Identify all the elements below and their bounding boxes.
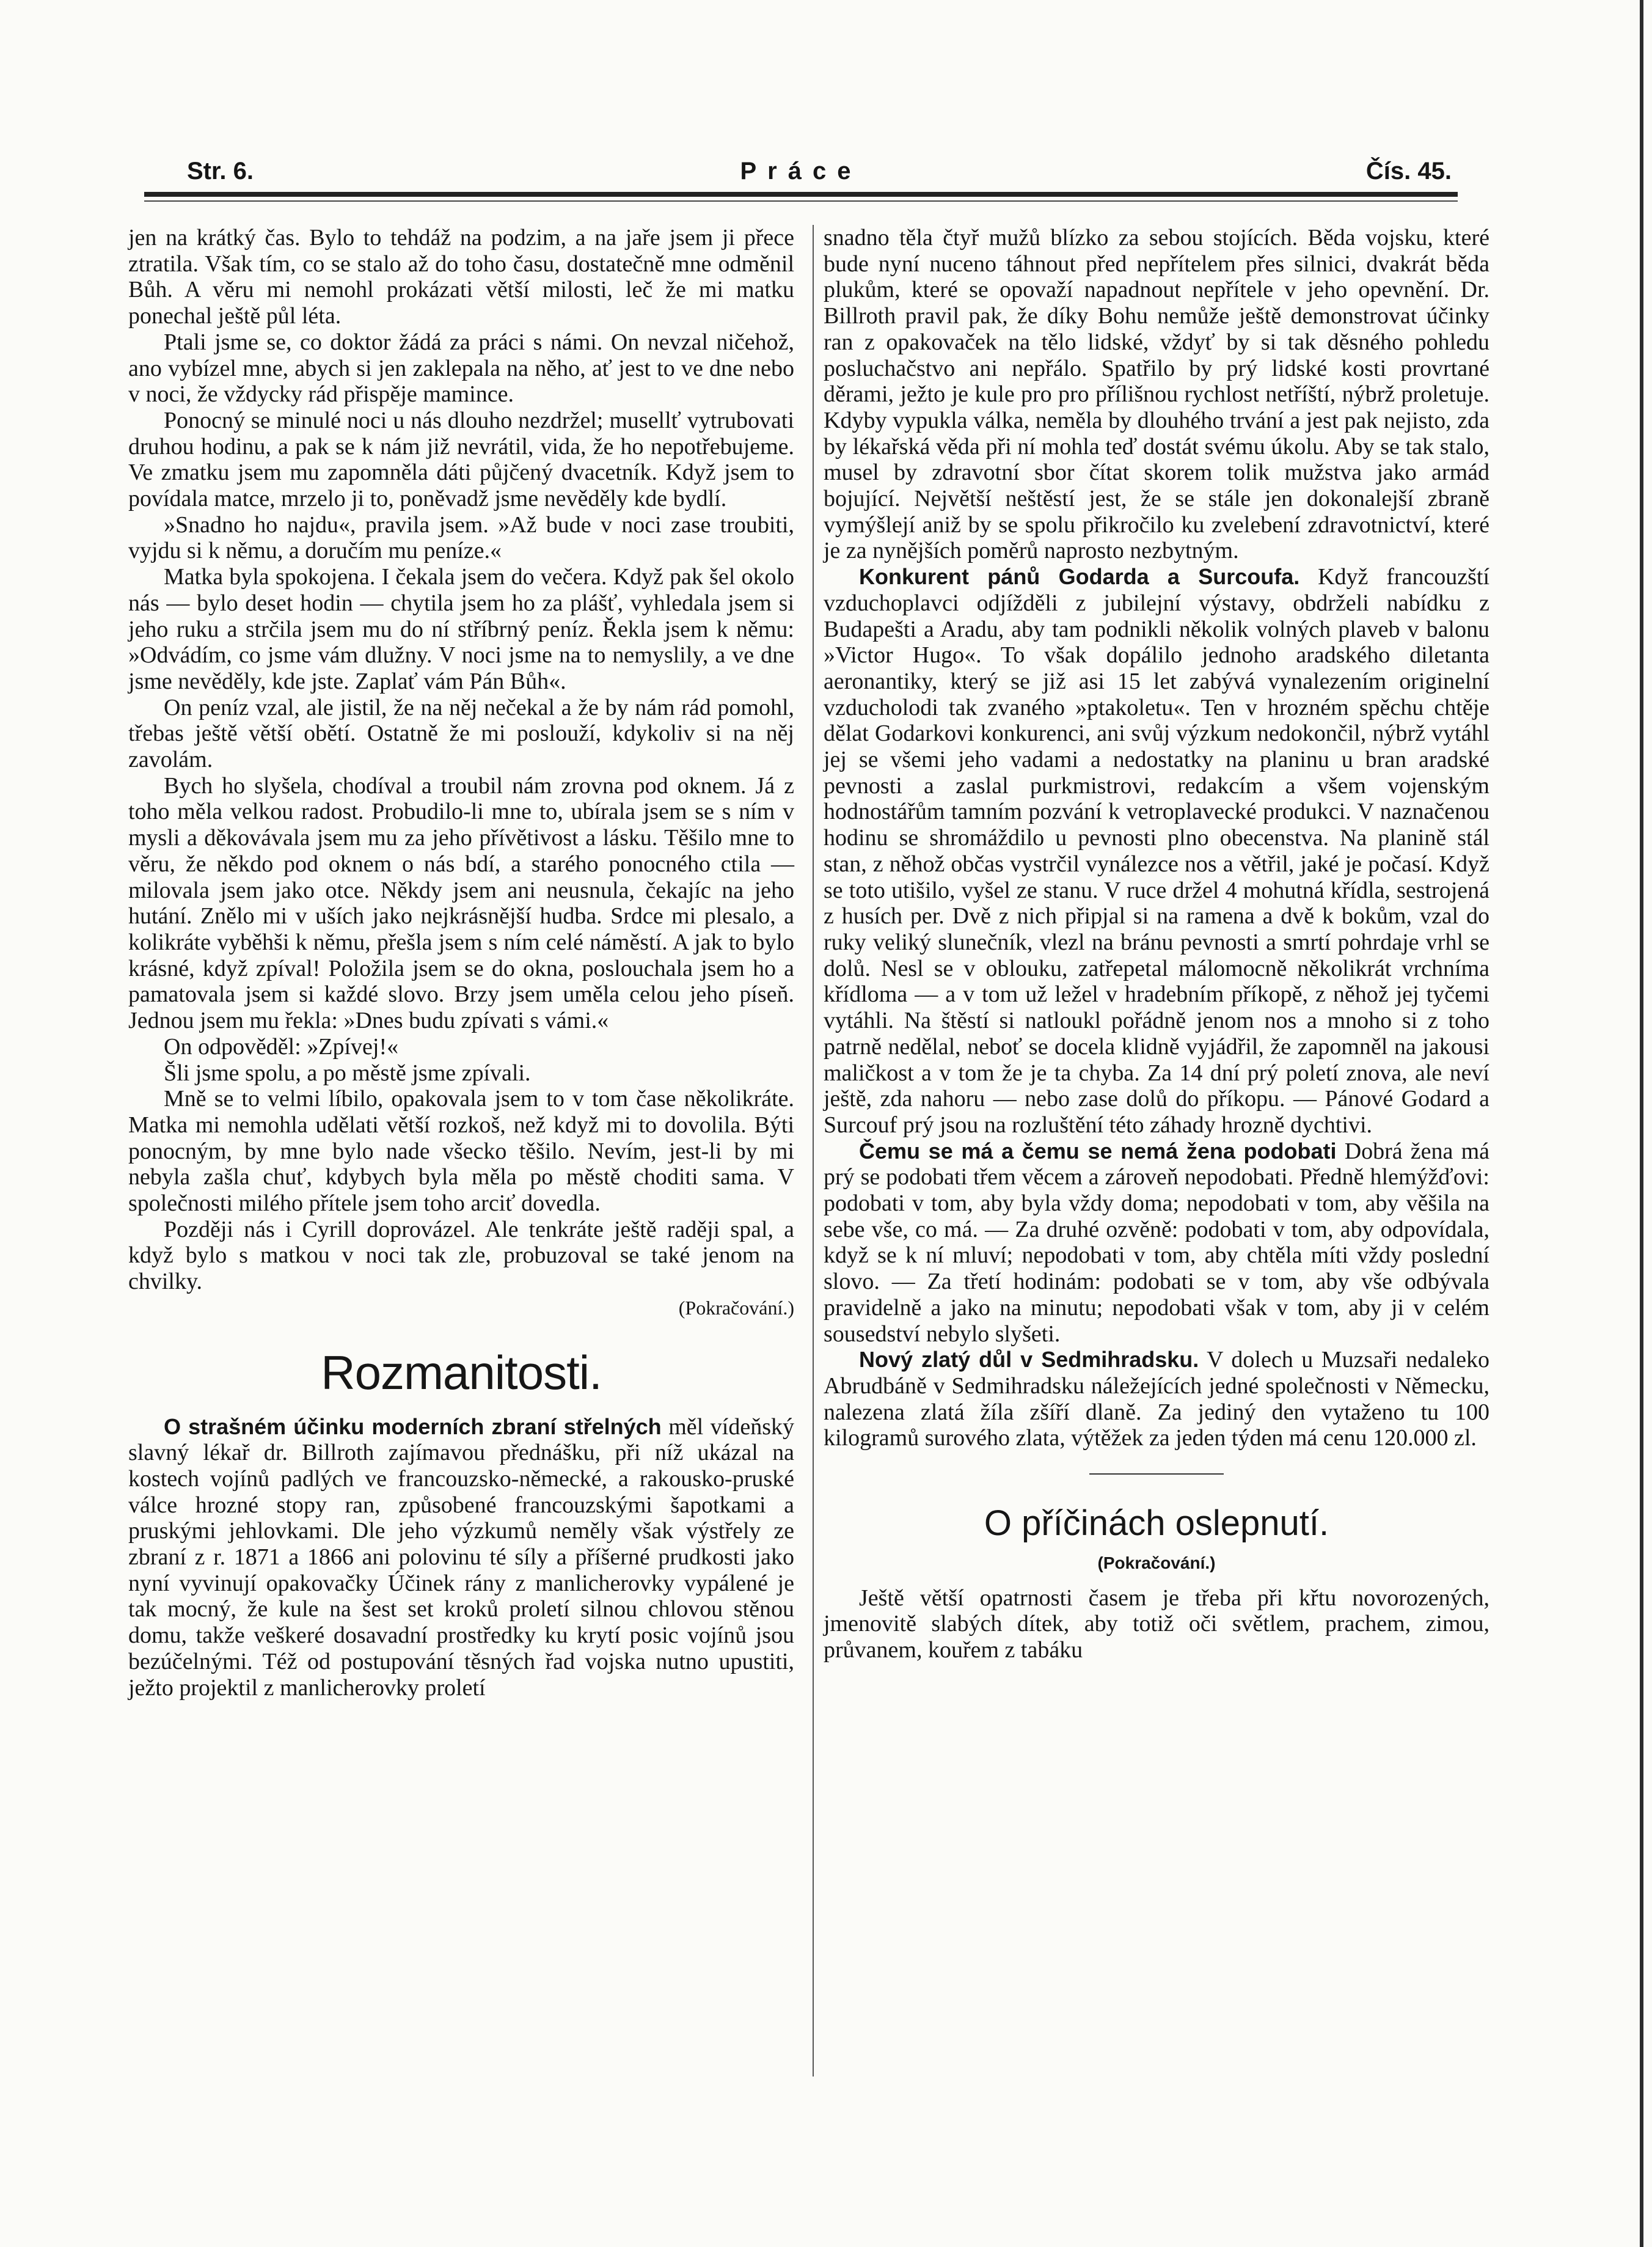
story-paragraph: Matka byla spokojena. I čekala jsem do večera. Když pak šel okolo nás — bylo deset hodin — chytila jsem ho za plášť, vyhledala jsem si jeho ruku a strčila jsem mu do ní stříbrný peníz. Řekla jsem k němu: »Odvádím, co jsme vám dlužny. V noci jsme na to nemyslily, a ve dne jsme nevěděly, kde jste. Zaplať vám Pán Bůh«. [128, 564, 794, 694]
article-continued-note: (Pokračování.) [1097, 1553, 1216, 1573]
story-paragraph: On peníz vzal, ale jistil, že na něj nečekal a že by nám rád pomohl, třebas ještě větší obětí. Ostatně že mi poslouží, kdykoliv si na něj zavolám. [128, 694, 794, 773]
news-item-lead: O strašném účinku moderních zbraní střelných [164, 1413, 662, 1439]
story-paragraph: »Snadno ho najdu«, pravila jsem. »Až bude v noci zase troubiti, vyjdu si k němu, a doručím mu peníze.« [128, 511, 794, 564]
issue-number: Čís. 45. [1365, 158, 1452, 185]
story-paragraph: Ptali jsme se, co doktor žádá za práci s námi. On nevzal ničehož, ano vybízel mne, abych si jen zaklepala na něho, ať jest to ve dne nebo v noci, že vždycky rád přispěje mamince. [128, 329, 794, 408]
article-paragraph: Ještě větší opatrnosti časem je třeba při křtu novorozených, jmenovitě slabých dítek, aby totiž oči světlem, prachem, zimou, průvanem, kouřem z tabáku [824, 1585, 1489, 1663]
story-paragraph: Šli jsme spolu, a po městě jsme zpívali. [164, 1060, 531, 1086]
separator [1089, 1473, 1224, 1475]
news-item-lead: Nový zlatý důl v Sedmihradsku. [859, 1347, 1199, 1373]
story-paragraph: On odpověděl: »Zpívej!« [164, 1033, 399, 1060]
story-paragraph: Ponocný se minulé noci u nás dlouho nezdržel; musellť vytrubovati druhou hodinu, a pak se k nám již nevrátil, vida, že ho nepotřebujeme. Ve zmatku jsem mu zapomněla dáti půjčený dvacetník. Když jsem to povídala matce, mrzelo ji to, poněvadž jsme nevěděly kde bydlí. [128, 407, 794, 512]
continued-note: (Pokračování.) [678, 1296, 794, 1319]
page-number: Str. 6. [187, 158, 254, 185]
page-header [144, 152, 1458, 194]
story-paragraph: Bych ho slyšela, chodíval a troubil nám zrovna pod oknem. Já z toho měla velkou radost. Probudilo-li mne to, ubírala jsem se s ním v mysli a děkovávala jsem mu za jeho přívětivost a lásku. Těšilo mne to věru, že někdo pod oknem o nás bdí, a starého ponocného ctila — milovala jsem jako otce. Někdy jsem ani neusnula, čekajíc na jeho hutání. Znělo mi v uších jako nejkrásnější hudba. Srdce mi plesalo, a kolikráte vyběhši k němu, přešla jsem s ním celé náměstí. A jak to bylo krásné, když zpíval! Položila jsem se do okna, poslouchala jsem ho a pamatovala jsem si každé slovo. Brzy jsem uměla celou jeho píseň. Jednou jsem mu řekla: »Dnes budu zpívati s vámi.« [128, 772, 794, 1034]
news-item [824, 1347, 1489, 1451]
news-item [128, 1414, 794, 1701]
news-item-lead: Čemu se má a čemu se nemá žena podobati [859, 1138, 1337, 1164]
page-edge [1640, 0, 1643, 2247]
section-title: Rozmanitosti. [321, 1345, 602, 1399]
header-rule-thin [144, 200, 1458, 202]
news-item-text: měl vídeňský slavný lékař dr. Billroth zajímavou přednášku, při níž ukázal na kostech vojínů padlých ve francouzsko-německé, a rakousko-pruské válce hrozné stopy ran, způsobené francouzskými šapotkami a pruskými jehlovkami. Dle jeho výzkumů neměly však výstřely ze zbraní z r. 1871 a 1866 ani polovinu té síly a příšerné prudkosti jako nyní vyvinují opakovačky Účinek rány z manlicherovky vypálené je tak mocný, že kule na šest set kroků proletí silnou chlovou stěnou domu, takže veškeré dosavadní prostředky ku krytí posic vojínů jsou bezúčelnými. Též od postupování těsných řad vojska nutno upustiti, ježto projektil z manlicherovky proletí [128, 1413, 794, 1701]
story-paragraph: Později nás i Cyrill doprovázel. Ale tenkráte ještě raději spal, a když bylo s matkou v noci tak zle, probuzoval se také jenom na chvilky. [128, 1216, 794, 1295]
column-divider [813, 225, 814, 2077]
news-item-continuation: snadno těla čtyř mužů blízko za sebou stojících. Běda vojsku, které bude nyní nuceno táhnout před nepřítelem přes silnici, dvakrát běda plukům, které se opovaží napadnout nepřítele v jeho opevnění. Dr. Billroth pravil pak, že díky Bohu nemůže ještě demonstrovat účinky ran z opakovaček na tělo lidské, vždyť by si tak děsného pohledu posluchačstvo ani nepřálo. Spatřilo by prý lidské kosti provrtané děrami, ježto je kule pro pro přílišnou rychlost netříští, nýbrž proletuje. Kdyby vypukla válka, neměla by dlouhého trvání a jest pak nejisto, zda by lékařská věda při ní mohla teď dostát svému úkolu. Aby se tak stalo, musel by zdravotní sbor čítat skorem tolik mužstva jako armád bojující. Největší neštěstí jest, že se stále jen dokonalejší zbraně vymýšlejí aniž by se spolu přikročilo ku zvelebení zdravotnictví, které je za nynějších poměrů naprosto nezbytným. [824, 225, 1489, 564]
news-item-text: Dobrá žena má prý se podobati třem věcem a zároveň nepodobati. Předně hlemýžďovi: podobati v tom, aby byla vždy doma; nepodobati v tom, aby věšila na sebe vše, co má. — Za druhé ozvěně: podobati v tom, aby odpovídala, když se k ní mluví; nepodobati v tom, aby chtěla míti vždy poslední slovo. — Za třetí hodinám: podobati se v tom, aby vše odbývala pravidelně a jako na minutu; nepodobati však v tom, aby ji v celém sousedství nebylo slyšeti. [824, 1138, 1489, 1347]
header-rule [144, 192, 1458, 197]
news-item-text: V dolech u Muzsaři nedaleko Abrudbáně v Sedmihradsku náležejících jedné společnosti v Německu, nalezena zlatá žíla zšíří dlaně. Za jediný den vytaženo tu 100 kilogramů surového zlata, výtěžek za jeden týden má cenu 120.000 zl. [824, 1347, 1489, 1451]
right-column [824, 225, 1489, 1663]
news-item [824, 1138, 1489, 1347]
story-paragraph: Mně se to velmi líbilo, opakovala jsem to v tom čase několikráte. Matka mi nemohla udělati větší rozkoš, než když mi to dovolila. Býti ponocným, by mne bylo nade všecko těšilo. Nevím, jest-li by mi nebyla zašla chuť, kdybych byla měla po městě choditi sama. V společnosti milého přítele jsem toho arciť dovedla. [128, 1086, 794, 1217]
news-item-lead: Konkurent pánů Godarda a Surcoufa. [859, 564, 1300, 590]
article-title: O příčinách oslepnutí. [984, 1503, 1329, 1544]
left-column [128, 225, 794, 1701]
news-item [824, 564, 1489, 1138]
story-paragraph: jen na krátký čas. Bylo to tehdáž na podzim, a na jaře jsem ji přece ztratila. Však tím, co se stalo až do toho času, dostatečně mne odměnil Bůh. A věru mi nemohl prokázati větší milosti, leč že mi matku ponechal ještě půl léta. [128, 225, 794, 329]
news-item-text: Když francouzští vzduchoplavci odjížděli z jubilejní výstavy, obdrželi nabídku z Budapešti a Aradu, aby tam podnikli několik volných plaveb v balonu »Victor Hugo«. To však dopálilo jednoho aradského diletanta aeronantiky, který se již asi 15 let zabývá vynalezením originelní vzducholodi tak zvaného »ptakoletu«. Ten v hrozném spěchu chtěje dělat Godarkovi konkurenci, ani svůj výzkum nedokončil, nýbrž vytáhl jej se všemi jeho vadami a nedostatky na planinu u bran aradské pevnosti a zaslal purkmistrovi, redakcím a všem vojenským hodnostářům tamním pozvání k vetroplavecké produkci. V naznačenou hodinu se shromáždilo u pevnosti plno obecenstva. Na planině stál stan, z něhož občas vystrčil vynálezce nos a větřil, jaké je počasí. Když se toto utišilo, vyšel ze stanu. V ruce držel 4 mohutná křídla, sestrojená z husích per. Dvě z nich připjal si na ramena a dvě k bokům, vzal do ruky veliký slunečník, vlezl na bránu pevnosti a smrtí pohrdaje vrhl se dolů. Nesl se v oblouku, zatřepetal málomocně několikrát vrchníma křídloma — a v tom už ležel v hradebním příkopě, z něhož jej tyčemi vytáhli. Na štěstí si natloukl pořádně jenom nos a mnoho si z toho patrně nedělal, neboť se docela klidně vyjádřil, že zapomněl na jakousi maličkost a v tom že je ta chyba. Za 14 dní prý poletí znova, ale neví ještě, zda nahoru — nebo zase dolů do příkopu. — Pánové Godard a Surcouf prý jsou na rozluštění této záhady hrozně dychtivi. [824, 564, 1489, 1138]
newspaper-title: Práce [740, 158, 862, 185]
